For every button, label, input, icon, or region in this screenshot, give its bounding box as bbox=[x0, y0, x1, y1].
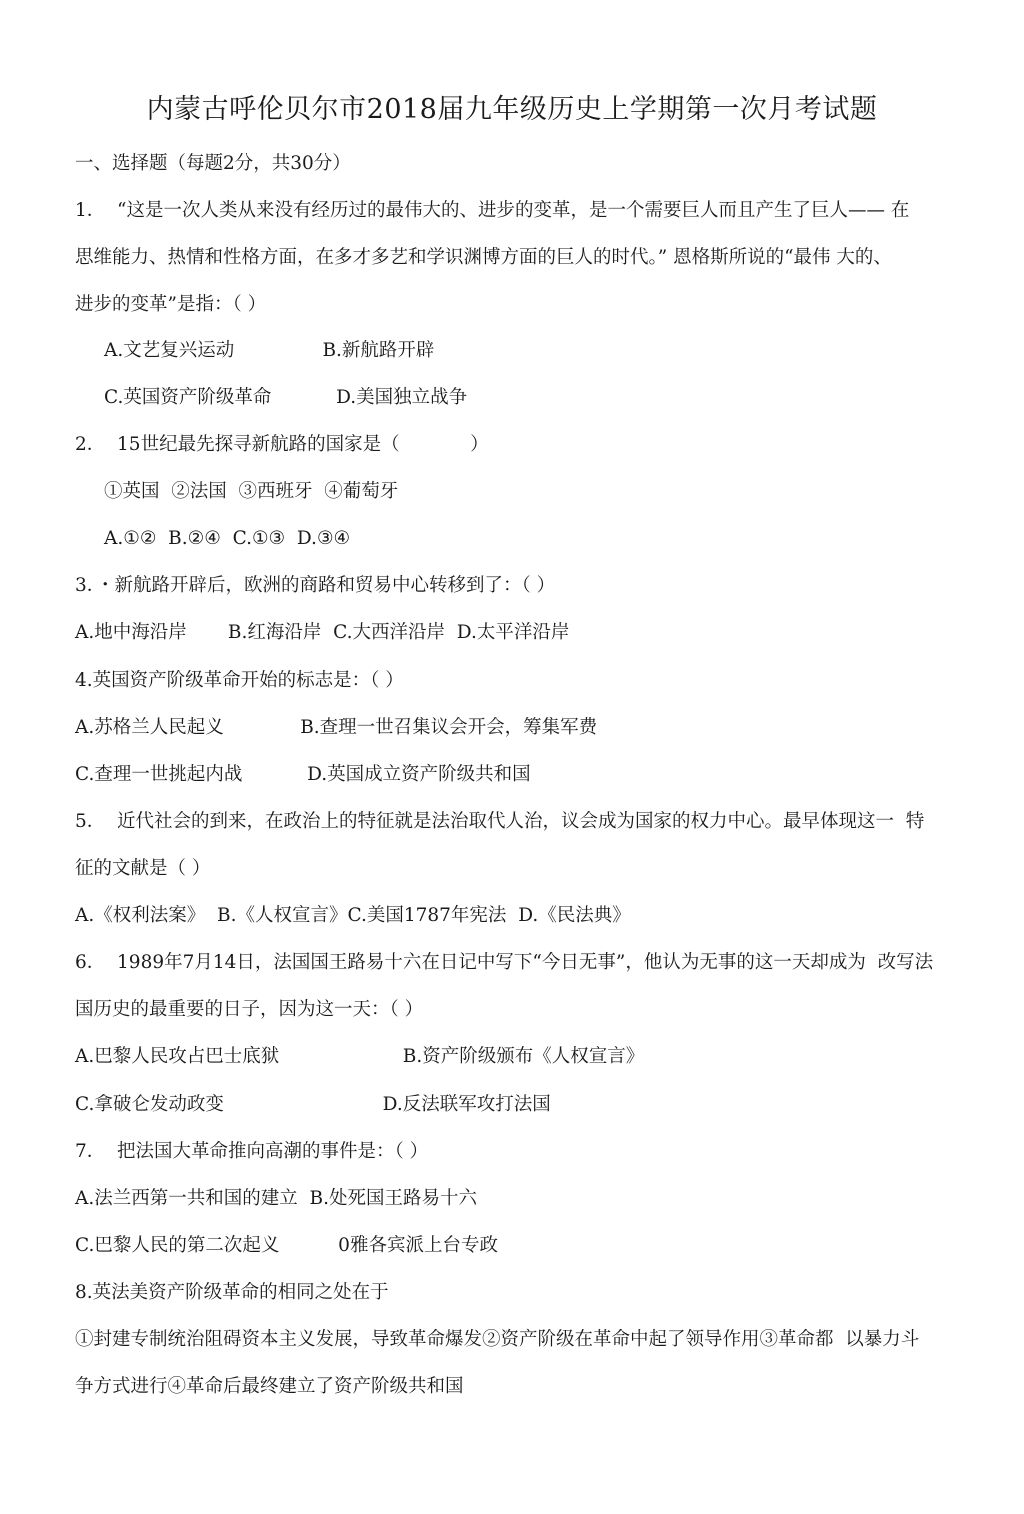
question-1-line-3: 进步的变革”是指：（ ） bbox=[75, 294, 267, 315]
question-3-options: A.地中海沿岸 B.红海沿岸 C.大西洋沿岸 D.太平洋沿岸 bbox=[75, 622, 570, 643]
question-3-stem: 3．・新航路开辟后，欧洲的商路和贸易中心转移到了：（ ） bbox=[75, 575, 556, 596]
question-7-stem: 7． 把法国大革命推向高潮的事件是：（ ） bbox=[75, 1141, 429, 1162]
page-title: 内蒙古呼伦贝尔市2018届九年级历史上学期第一次月考试题 bbox=[146, 94, 878, 125]
question-8-stem: 8.英法美资产阶级革命的相同之处在于 bbox=[75, 1282, 389, 1303]
question-5-line-2: 征的文献是（ ） bbox=[75, 858, 211, 879]
question-7-options-ab: A.法兰西第一共和国的建立 B.处死国王路易十六 bbox=[75, 1188, 477, 1209]
question-6-line-1: 6． 1989年7月14日，法国国王路易十六在日记中写下“今日无事”，他认为无事的这一天却成为 改写法 bbox=[75, 952, 934, 973]
question-2-items: ①英国 ②法国 ③西班牙 ④葡萄牙 bbox=[104, 481, 399, 502]
question-8-items-line-1: ①封建专制统治阻碍资本主义发展，导致革命爆发②资产阶级在革命中起了领导作用③革命都 以暴力斗 bbox=[75, 1329, 920, 1350]
question-2-stem: 2． 15世纪最先探寻新航路的国家是（ ） bbox=[75, 434, 489, 455]
question-4-stem: 4.英国资产阶级革命开始的标志是：（ ） bbox=[75, 670, 404, 691]
question-1-line-1: 1． “这是一次人类从来没有经历过的最伟大的、进步的变革，是一个需要巨人而且产生了巨人—— 在 bbox=[75, 200, 910, 221]
question-4-options-cd: C.查理一世挑起内战 D.英国成立资产阶级共和国 bbox=[75, 764, 531, 785]
question-5-options: A.《权利法案》 B.《人权宣言》C.美国1787年宪法 D.《民法典》 bbox=[75, 905, 631, 926]
question-6-options-ab: A.巴黎人民攻占巴士底狱 B.资产阶级颁布《人权宣言》 bbox=[75, 1046, 645, 1067]
question-7-options-cd: C.巴黎人民的第二次起义 0雅各宾派上台专政 bbox=[75, 1235, 498, 1256]
question-4-options-ab: A.苏格兰人民起义 B.查理一世召集议会开会，筹集军费 bbox=[75, 717, 598, 738]
question-5-line-1: 5． 近代社会的到来，在政治上的特征就是法治取代人治，议会成为国家的权力中心。最早体现这一 特 bbox=[75, 811, 925, 832]
question-1-options-ab: A.文艺复兴运动 B.新航路开辟 bbox=[104, 340, 435, 361]
question-1-options-cd: C.英国资产阶级革命 D.美国独立战争 bbox=[104, 387, 468, 408]
question-6-line-2: 国历史的最重要的日子，因为这一天：（ ） bbox=[75, 999, 424, 1020]
question-1-line-2: 思维能力、热情和性格方面，在多才多艺和学识渊博方面的巨人的时代。” 恩格斯所说的“最伟 大的、 bbox=[75, 247, 892, 268]
section-heading: 一、选择题（每题2分，共30分） bbox=[75, 153, 351, 174]
question-8-items-line-2: 争方式进行④革命后最终建立了资产阶级共和国 bbox=[75, 1376, 464, 1397]
question-2-options: A.①② B.②④ C.①③ D.③④ bbox=[104, 528, 351, 549]
question-6-options-cd: C.拿破仑发动政变 D.反法联军攻打法国 bbox=[75, 1094, 551, 1115]
